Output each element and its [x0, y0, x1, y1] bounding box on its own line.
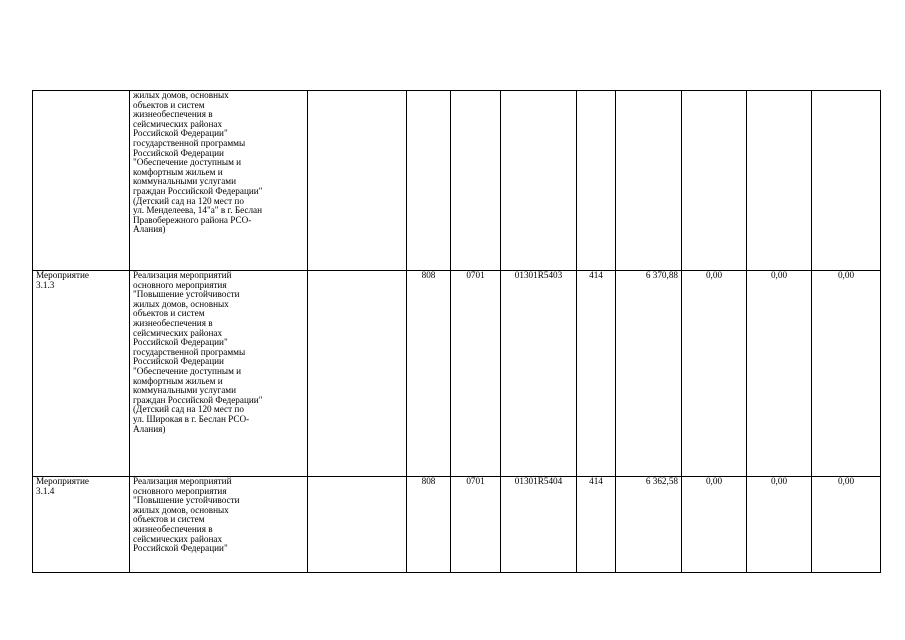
amount-year-3: 0,00: [747, 271, 812, 477]
amount-year-2: [682, 91, 747, 271]
amount-year-2: 0,00: [682, 271, 747, 477]
expense-type-code: 414: [577, 477, 616, 573]
responsible-cell: [308, 271, 407, 477]
amount-year-3: 0,00: [747, 477, 812, 573]
responsible-cell: [308, 477, 407, 573]
amount-year-3: [747, 91, 812, 271]
amount-year-4: [812, 91, 881, 271]
event-label: [33, 91, 130, 271]
section-code: 0701: [451, 477, 501, 573]
budget-table: [32, 90, 881, 573]
expense-type-code: 414: [577, 271, 616, 477]
expense-type-code: [577, 91, 616, 271]
target-article-code: 01301R5403: [501, 271, 577, 477]
section-code: [451, 91, 501, 271]
section-code: 0701: [451, 271, 501, 477]
grbs-code: 808: [407, 271, 451, 477]
table-row: [33, 271, 881, 477]
table-row: [33, 91, 881, 271]
amount-year-4: 0,00: [812, 271, 881, 477]
amount-year-1: [616, 91, 682, 271]
event-label: Мероприятие 3.1.4: [33, 477, 130, 573]
target-article-code: 01301R5404: [501, 477, 577, 573]
target-article-code: [501, 91, 577, 271]
amount-year-2: 0,00: [682, 477, 747, 573]
event-name: жилых домов, основных объектов и систем жизнеобеспечения в сейсмических районах Российской Федерации" государственной программы Российской Федерации "Обеспечение доступным и комфортным жильем и коммунальными услугами граждан Российской Федерации" (Детский сад на 120 мест по ул. Менделеева, 14"а" в г. Беслан Правобережного района РСО- Алания): [130, 91, 308, 271]
amount-year-1: 6 370,88: [616, 271, 682, 477]
table-row: [33, 477, 881, 573]
amount-year-1: 6 362,58: [616, 477, 682, 573]
event-label: Мероприятие 3.1.3: [33, 271, 130, 477]
amount-year-4: 0,00: [812, 477, 881, 573]
responsible-cell: [308, 91, 407, 271]
event-name: Реализация мероприятий основного мероприятия "Повышение устойчивости жилых домов, основных объектов и систем жизнеобеспечения в сейсмических районах Российской Федерации" государственной программы Российской Федерации "Обеспечение доступным и комфортным жильем и коммунальными услугами граждан Российской Федерации" (Детский сад на 120 мест по ул. Широкая в г. Беслан РСО- Алания): [130, 271, 308, 477]
grbs-code: [407, 91, 451, 271]
event-name: Реализация мероприятий основного мероприятия "Повышение устойчивости жилых домов, основных объектов и систем жизнеобеспечения в сейсмических районах Российской Федерации": [130, 477, 308, 573]
grbs-code: 808: [407, 477, 451, 573]
